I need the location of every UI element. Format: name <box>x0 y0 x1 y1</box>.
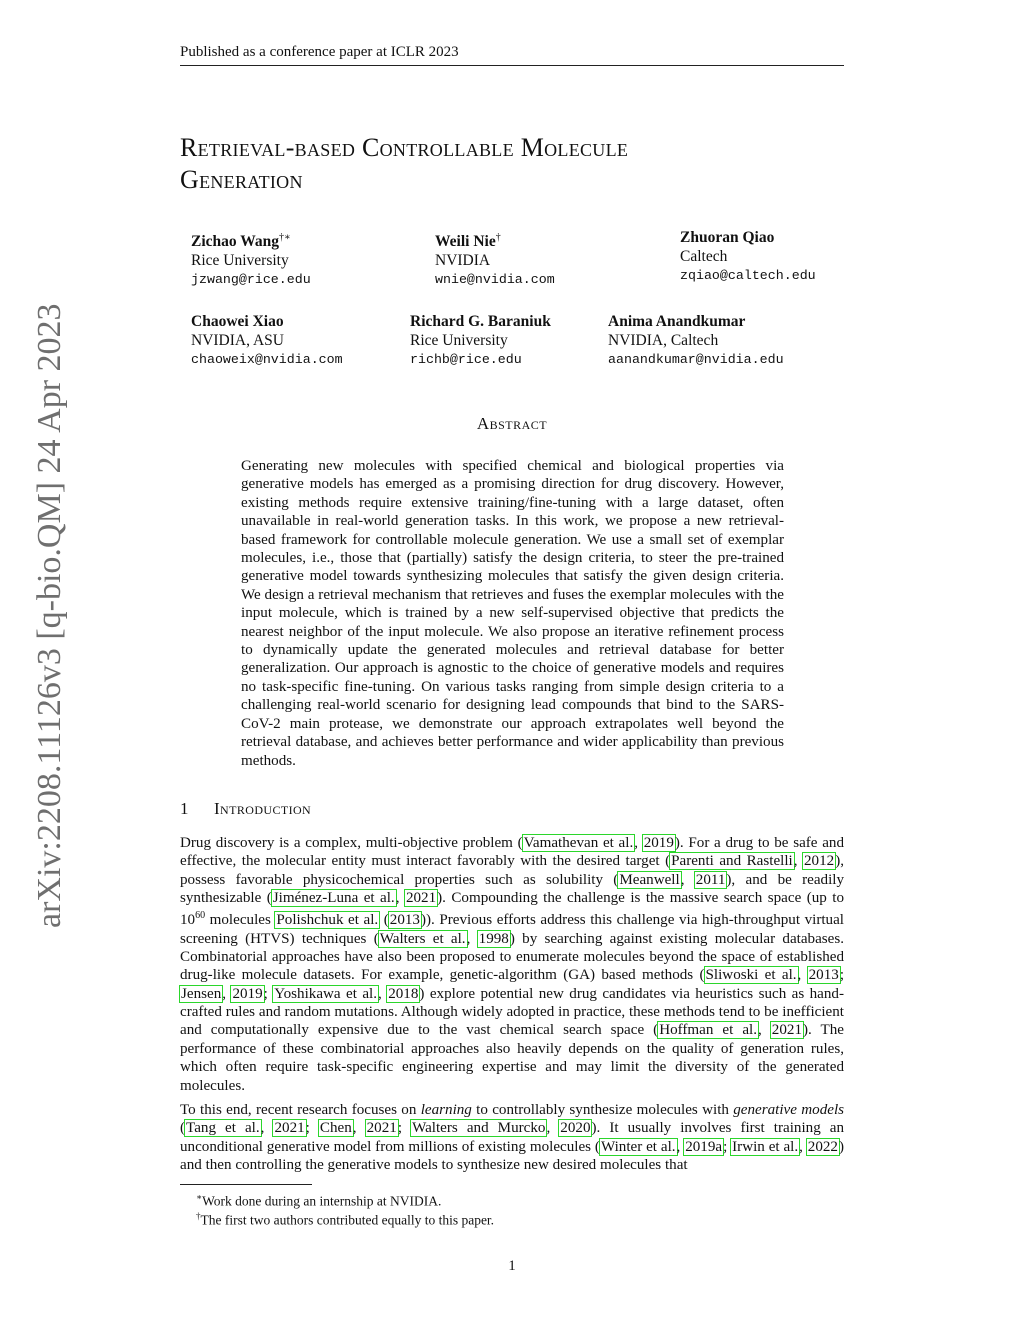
title-line-2: Generation <box>180 165 303 194</box>
abstract-heading: Abstract <box>476 414 548 433</box>
citation-link[interactable]: Winter et al. <box>600 1138 676 1155</box>
author-name: Chaowei Xiao <box>191 313 284 330</box>
footnote <box>196 1208 494 1229</box>
author-name: Anima Anandkumar <box>608 313 746 330</box>
footnote-rule <box>180 1184 312 1185</box>
citation-link[interactable]: 2012 <box>804 853 835 870</box>
citation-link[interactable]: Chen <box>319 1120 352 1137</box>
footnote-text: Work done during an internship at NVIDIA. <box>202 1193 442 1209</box>
citation-link[interactable]: 2013 <box>808 967 839 984</box>
author-email: aanandkumar@nvidia.edu <box>608 352 784 367</box>
author-affiliation: NVIDIA <box>435 252 491 270</box>
intro-paragraph-1: Drug discovery is a complex, multi-objective problem (Vamathevan et al., 2019). For a drug to be safe and effective, the molecular entity must interact favorably with the desired target (Parenti and Rastelli, 2012), possess favorable physicochemical properties such as solubility (Meanwell, 2011), and be readily synthesizable (Jiménez-Luna et al., 2021). Compounding the challenge is the massive search space (up to $10^{60}$ molecules Polishchuk et al. (2013)). Previous efforts address this challenge via high-throughput virtual screening (HTVS) techniques (Walters et al., 1998) by searching against existing molecular databases. Combinatorial approaches have also been proposed to enumerate molecules beyond the space of established drug-like molecule datasets. For example, genetic-algorithm (GA) based methods (Sliwoski et al., 2013; Jensen, 2019; Yoshikawa et al., 2018) explore potential new drug candidates via heuristics such as hand-crafted rules and random mutations. Although widely adopted in practice, these methods tend to be inefficient and computationally expensive due to the vast chemical search space (Hoffman et al., 2021). The performance of these combinatorial approaches also heavily depends on the quality of generation rules, which often require task-specific engineering expertise and may limit the diversity of the generated molecules. <box>180 835 845 1094</box>
citation-link[interactable]: Jensen <box>181 985 222 1002</box>
section-heading <box>180 799 311 819</box>
citation-link[interactable]: 2021 <box>771 1022 802 1039</box>
author-email: chaoweix@nvidia.com <box>191 352 343 367</box>
citation-link[interactable]: Jiménez-Luna et al. <box>272 890 395 907</box>
author-affiliation: NVIDIA, ASU <box>191 332 284 349</box>
citation-link[interactable]: Polishchuk et al. <box>276 912 379 929</box>
footnote-mark: ∗ <box>196 1192 203 1202</box>
author-affiliation: Rice University <box>410 332 508 349</box>
author-block <box>680 228 816 285</box>
citation-link[interactable]: 2018 <box>388 985 419 1002</box>
arxiv-side-label: arXiv:2208.11126v3 [q-bio.QM] 24 Apr 2023 <box>31 303 68 928</box>
citation-link[interactable]: 2021 <box>405 890 437 907</box>
citation-link[interactable]: 2019 <box>232 985 263 1002</box>
author-email: zqiao@caltech.edu <box>680 268 816 283</box>
author-block <box>608 312 784 369</box>
author-block <box>191 312 343 369</box>
header-rule <box>180 65 844 66</box>
intro-paragraph-2: To this end, recent research focuses on learning to controllably synthesize molecules with generative models (Tang et al., 2021; Chen, 2021; Walters and Murcko, 2020). It usually involves first training an unconditional generative model from millions of existing molecules (Winter et al., 2019a; Irwin et al., 2022) and then controlling the generative models to synthesize new desired molecules that <box>180 1102 845 1174</box>
citation-link[interactable]: Parenti and Rastelli <box>671 853 793 870</box>
page-number: 1 <box>508 1258 516 1274</box>
citation-link[interactable]: 2020 <box>560 1120 591 1137</box>
citation-link[interactable]: Sliwoski et al. <box>705 967 797 984</box>
title-line-1: Retrieval-based Controllable Molecule <box>180 133 629 162</box>
citation-link[interactable]: Irwin et al. <box>732 1138 799 1155</box>
citation-link[interactable]: 2021 <box>274 1120 305 1137</box>
abstract-text: Generating new molecules with specified chemical and biological properties via generative models has emerged as a promising direction for drug discovery. However, existing methods require extensive training/fine-tuning with a large dataset, often unavailable in real-world generation tasks. In this work, we propose a new retrieval-based framework for controllable molecule generation. We use a small set of exemplar molecules, i.e., those that (partially) satisfy the design criteria, to steer the pre-trained generative model towards synthesizing molecules that satisfy the given design criteria. We design a retrieval mechanism that retrieves and fuses the exemplar molecules with the input molecule, which is trained by a new self-supervised objective that predicts the nearest neighbor of the input molecule. We also propose an iterative refinement process to dynamically update the generated molecules and retrieval database for better generalization. Our approach is agnostic to the choice of generative models and requires no task-specific fine-tuning. On various tasks ranging from simple design criteria to a challenging real-world scenario for designing lead compounds that bind to the SARS-CoV-2 main protease, we demonstrate our approach extrapolates well beyond the retrieval database, and achieves better performance and wider applicability than previous methods. <box>241 458 784 769</box>
footnote <box>196 1189 441 1210</box>
author-name: Zhuoran Qiao <box>680 229 775 246</box>
author-block <box>191 228 311 289</box>
author-affiliation: Caltech <box>680 248 728 265</box>
author-block <box>410 312 551 369</box>
footnote-text: The first two authors contributed equally to this paper. <box>200 1212 495 1228</box>
citation-link[interactable]: Meanwell <box>619 871 680 888</box>
citation-link[interactable]: Hoffman et al. <box>659 1022 757 1039</box>
citation-link[interactable]: Walters et al. <box>379 930 466 947</box>
citation-link[interactable]: Tang et al. <box>186 1120 260 1137</box>
author-mark: †∗ <box>279 232 291 243</box>
citation-link[interactable]: Vamathevan et al. <box>523 835 634 851</box>
author-email: wnie@nvidia.com <box>435 272 555 288</box>
author-name: Zichao Wang <box>191 233 280 251</box>
citation-link[interactable]: 2021 <box>366 1120 397 1137</box>
section-title: Introduction <box>214 799 312 818</box>
author-affiliation: NVIDIA, Caltech <box>608 332 719 349</box>
author-affiliation: Rice University <box>191 252 289 270</box>
citation-link[interactable]: 2011 <box>695 871 726 888</box>
citation-link[interactable]: 1998 <box>478 930 509 947</box>
citation-link[interactable]: 2019 <box>643 835 674 851</box>
author-block <box>435 228 555 289</box>
author-mark: † <box>495 232 501 243</box>
paper-title <box>180 132 860 196</box>
citation-link[interactable]: 2013 <box>389 912 420 929</box>
running-header: Published as a conference paper at ICLR 2023 <box>180 44 459 60</box>
author-email: jzwang@rice.edu <box>191 272 311 288</box>
citation-link[interactable]: Walters and Murcko <box>412 1120 546 1137</box>
author-name: Weili Nie <box>435 233 496 251</box>
author-name: Richard G. Baraniuk <box>410 313 551 330</box>
footnote-mark: † <box>196 1211 201 1221</box>
citation-link[interactable]: Yoshikawa et al. <box>274 985 378 1002</box>
section-number: 1 <box>180 799 189 818</box>
author-email: richb@rice.edu <box>410 352 522 367</box>
citation-link[interactable]: 2019a <box>685 1138 723 1155</box>
citation-link[interactable]: 2022 <box>807 1138 838 1155</box>
